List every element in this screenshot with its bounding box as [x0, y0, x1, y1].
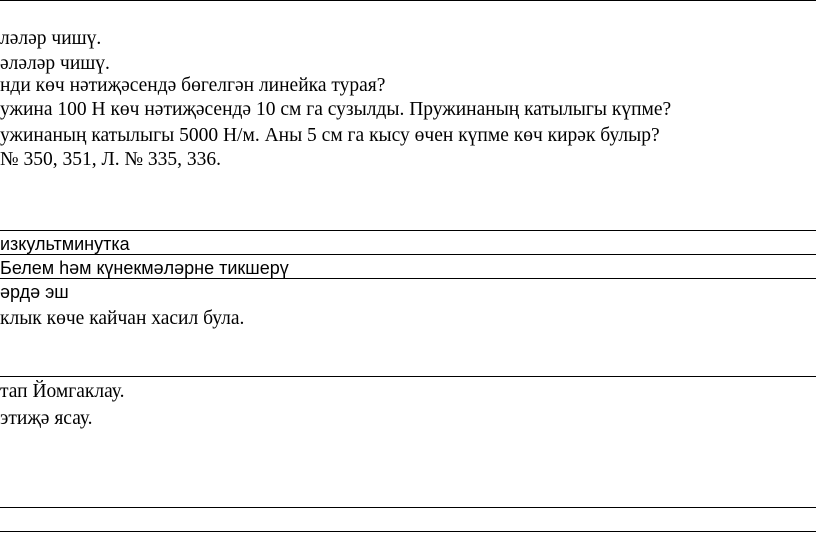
homework-task-numbers: № 350, 351, Л. № 335, 336. [0, 149, 222, 170]
row-divider-summary [0, 376, 816, 377]
task-line-1: ләләр чишү. [0, 28, 102, 49]
row-fizkultminutka: изкультминутка [0, 234, 130, 254]
pair-work-question: клык көче кайчан хасил була. [0, 308, 245, 329]
table-top-border [0, 0, 816, 1]
question-spring-stiffness: ужина 100 Н көч нәтиҗәсендә 10 см га сузылды. Пружинаның катылыгы күпме? [0, 99, 672, 120]
question-ruler: нди көч нәтиҗәсендә бөгелгән линейка турая? [0, 75, 386, 96]
task-line-2: әләләр чишү. [0, 53, 110, 74]
row-divider-bottom [0, 507, 816, 508]
table-bottom-border [0, 531, 816, 532]
summary-conclusion: этиҗә ясау. [0, 408, 93, 429]
question-spring-force: ужинаның катылыгы 5000 Н/м. Аны 5 см га кысу өчен күпме көч кирәк булыр? [0, 125, 660, 146]
row-divider-fizkult [0, 230, 816, 231]
row-knowledge-check: Белем һәм күнекмәләрне тикшерү [0, 258, 289, 278]
pair-work-title: әрдә эш [0, 282, 69, 302]
summary-title: тап Йомгаклау. [0, 381, 125, 402]
